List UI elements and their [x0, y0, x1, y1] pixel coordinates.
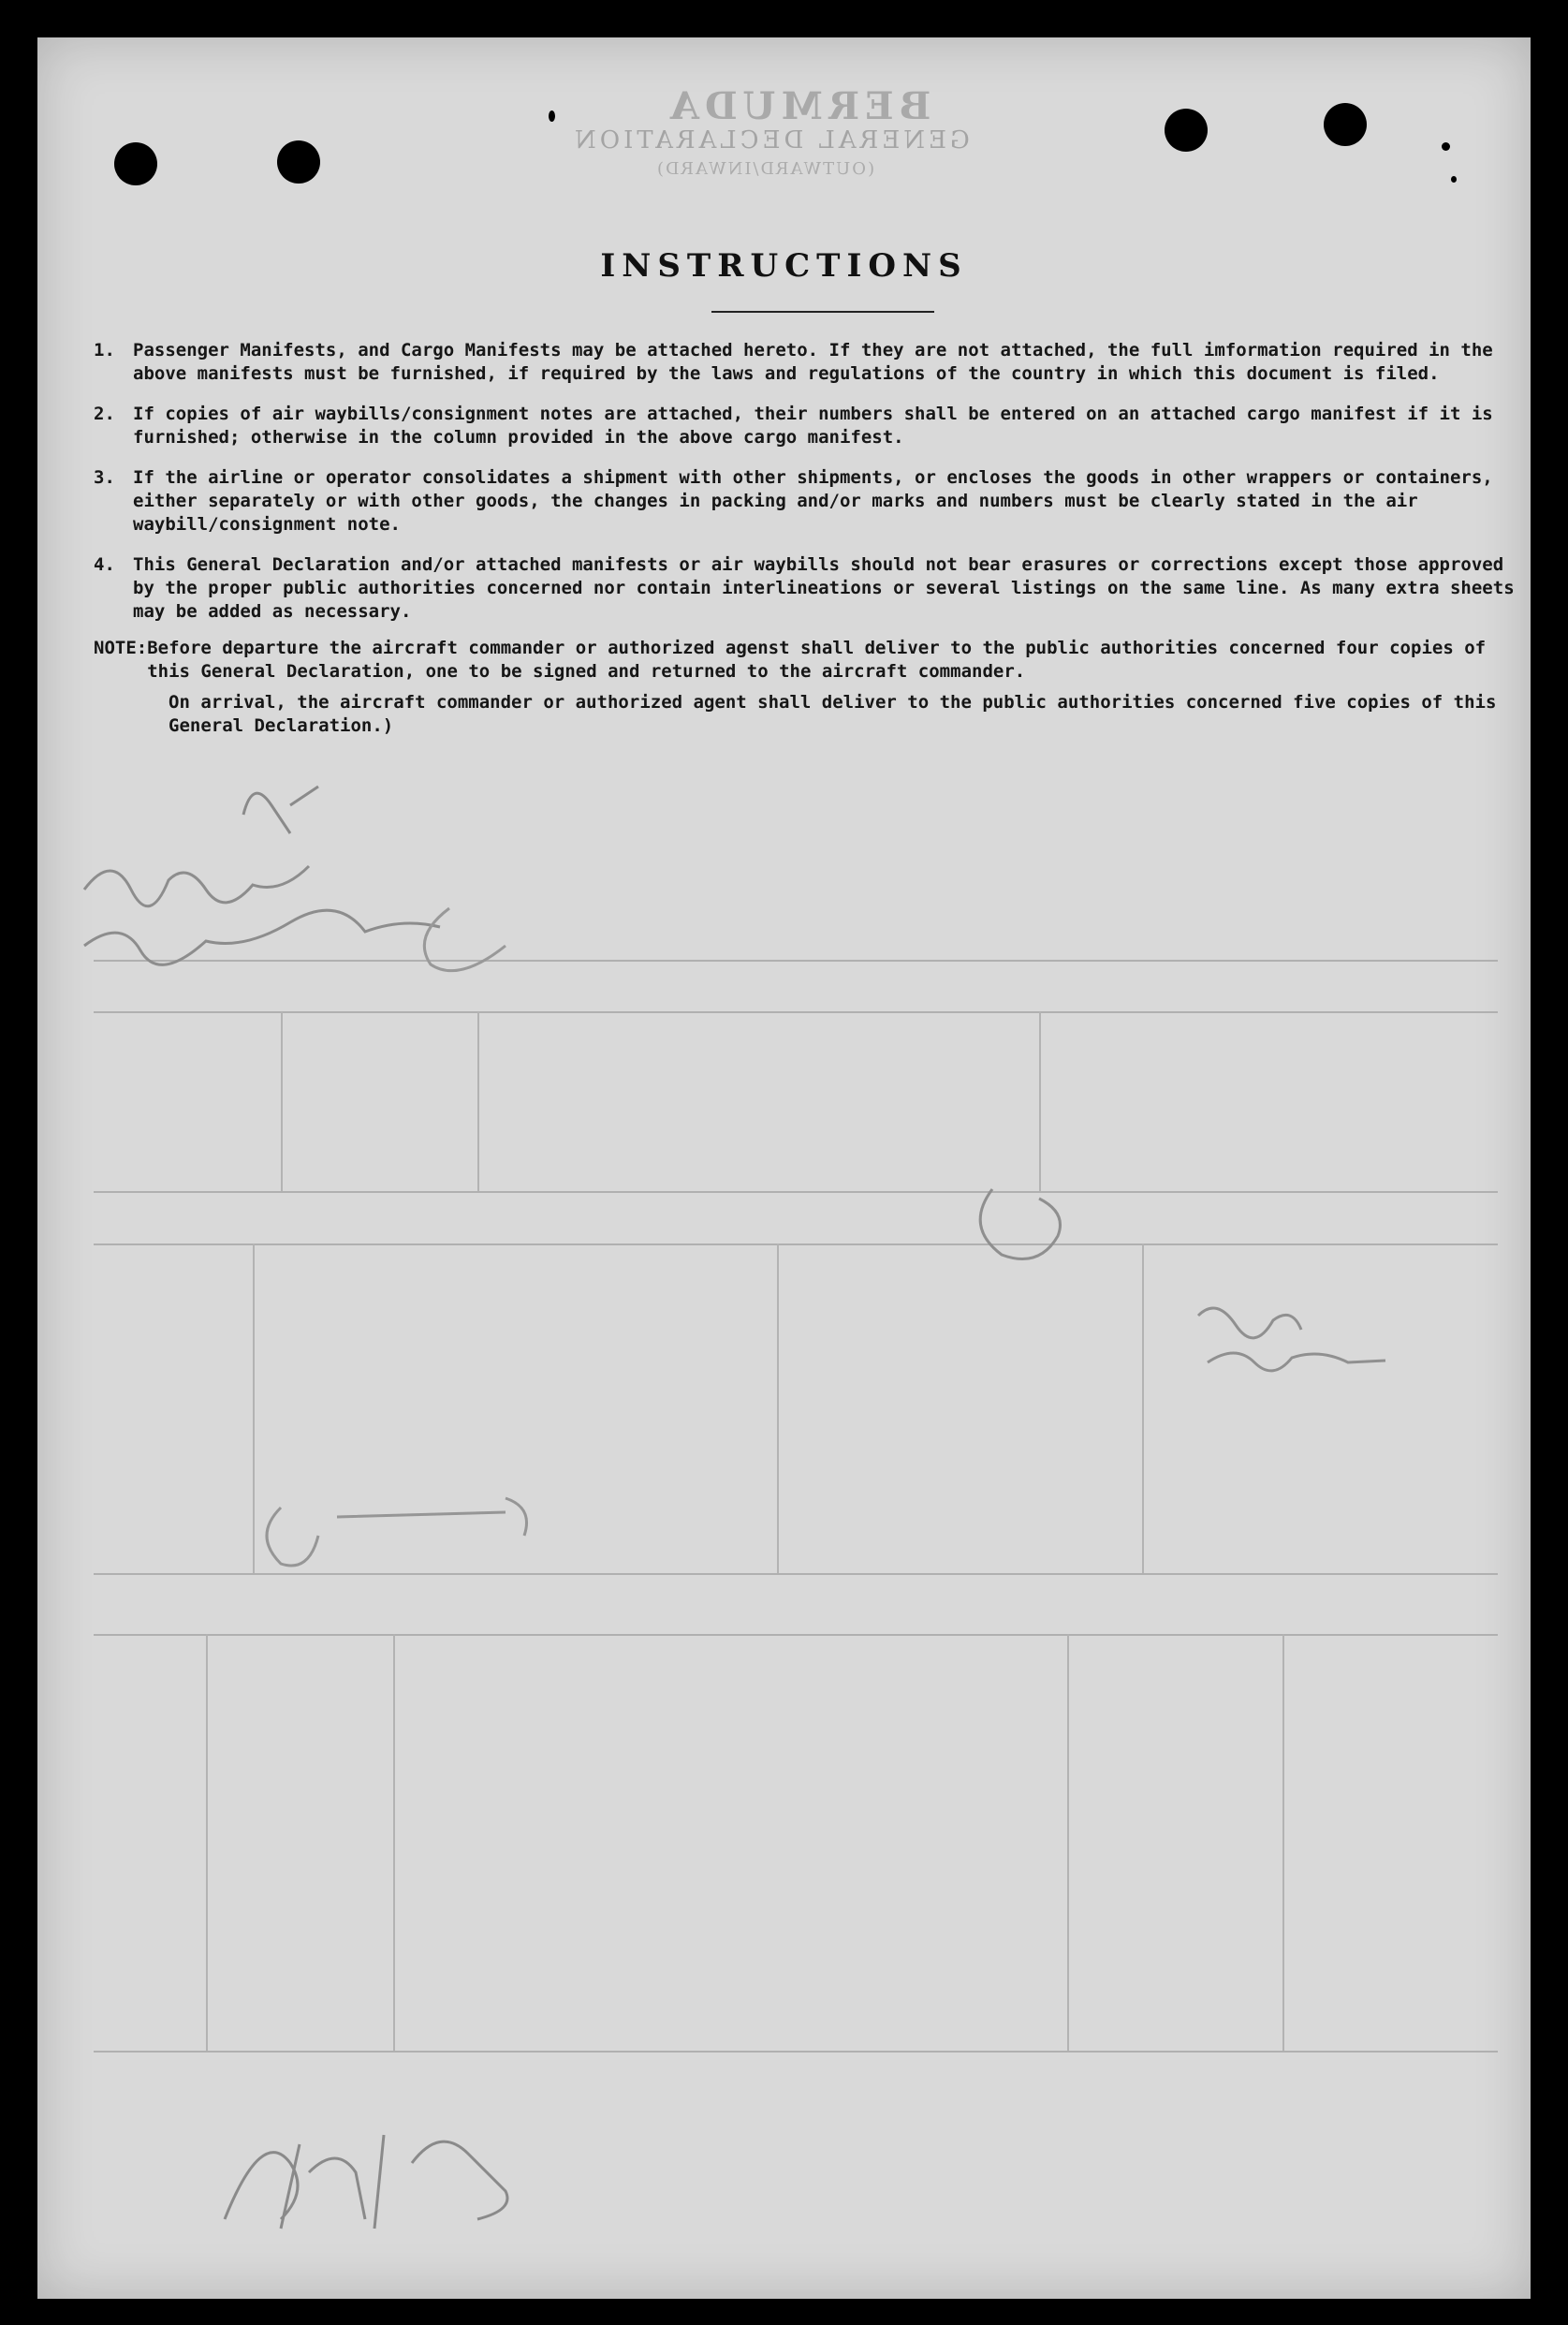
page-title: INSTRUCTIONS [600, 247, 968, 285]
bleed-through-rule [1282, 1634, 1284, 2051]
bleed-through-heading: (OUTWARD/INWARD) [655, 159, 875, 179]
bleed-through-rule [206, 1634, 208, 2051]
bleed-through-rule [281, 1011, 283, 1191]
bleed-through-rule [94, 1011, 1498, 1013]
instruction-number: 2. [94, 404, 115, 424]
document-page [37, 37, 1531, 2299]
instruction-number: 3. [94, 467, 115, 488]
instruction-number: 1. [94, 340, 115, 361]
speck [549, 110, 555, 122]
bleed-through-handwriting [225, 1470, 599, 1573]
bleed-through-rule [1067, 1634, 1069, 2051]
bleed-through-heading: GENERAL DECLARATION [571, 126, 970, 155]
bleed-through-rule [94, 1191, 1498, 1193]
bleed-through-handwriting [1189, 1278, 1432, 1391]
punch-hole [1324, 103, 1367, 146]
bleed-through-rule [1039, 1011, 1041, 1191]
bleed-through-rule [94, 2051, 1498, 2053]
bleed-through-rule [777, 1243, 779, 1573]
instruction-item [94, 403, 1517, 449]
speck [1442, 142, 1450, 151]
instruction-text: If copies of air waybills/consignment notes are attached, their numbers shall be entered on an attached cargo manifest if it is furnished; otherwise in the column provided in the above cargo manifest. [133, 404, 1493, 448]
bleed-through-heading: BERMUDA [665, 84, 931, 128]
note-block [94, 637, 1517, 689]
bleed-through-handwriting [56, 758, 580, 1002]
instruction-text: Passenger Manifests, and Cargo Manifests may be attached hereto. If they are not attached, the full imformation required in the above manifests must be furnished, if required by the laws and regulations of the country in which this document is filed. [133, 340, 1493, 384]
note-label: NOTE: [94, 638, 148, 658]
instruction-item [94, 339, 1517, 386]
punch-hole [1165, 109, 1208, 152]
instructions-list [94, 339, 1517, 743]
note-arrival-text: On arrival, the aircraft commander or authorized agent shall deliver to the public authorities concerned five copies of this General Declaration.) [169, 692, 1497, 736]
bleed-through-handwriting [955, 1170, 1105, 1273]
title-underline [711, 311, 934, 313]
signature-bleed-through [206, 2107, 543, 2247]
bleed-through-rule [477, 1011, 479, 1191]
bleed-through-rule [1142, 1243, 1144, 1573]
instruction-text: This General Declaration and/or attached manifests or air waybills should not bear erasures or corrections except those approved by the proper public authorities concerned nor contain interlineations or several listings on the same line. As many extra sheets may be added as necessary. [133, 554, 1515, 622]
note-body [147, 637, 1517, 689]
instruction-item [94, 553, 1517, 624]
note-departure-text: Before departure the aircraft commander or authorized agenst shall deliver to the public authorities concerned four copies of this General Declaration, one to be signed and returned to the aircraft commander. [147, 638, 1487, 682]
instruction-item [94, 466, 1517, 537]
punch-hole [277, 140, 320, 184]
bleed-through-rule [94, 1573, 1498, 1575]
bleed-through-rule [94, 1634, 1498, 1636]
bleed-through-rule [393, 1634, 395, 2051]
bleed-through-rule [94, 1243, 1498, 1245]
instruction-text: If the airline or operator consolidates a shipment with other shipments, or encloses the goods in other wrappers or containers, either separately or with other goods, the changes in packing and/or marks and numbers must be clearly stated in the air waybill/consignment note. [133, 467, 1493, 535]
speck [1451, 176, 1457, 183]
punch-hole [114, 142, 157, 185]
instruction-number: 4. [94, 554, 115, 575]
